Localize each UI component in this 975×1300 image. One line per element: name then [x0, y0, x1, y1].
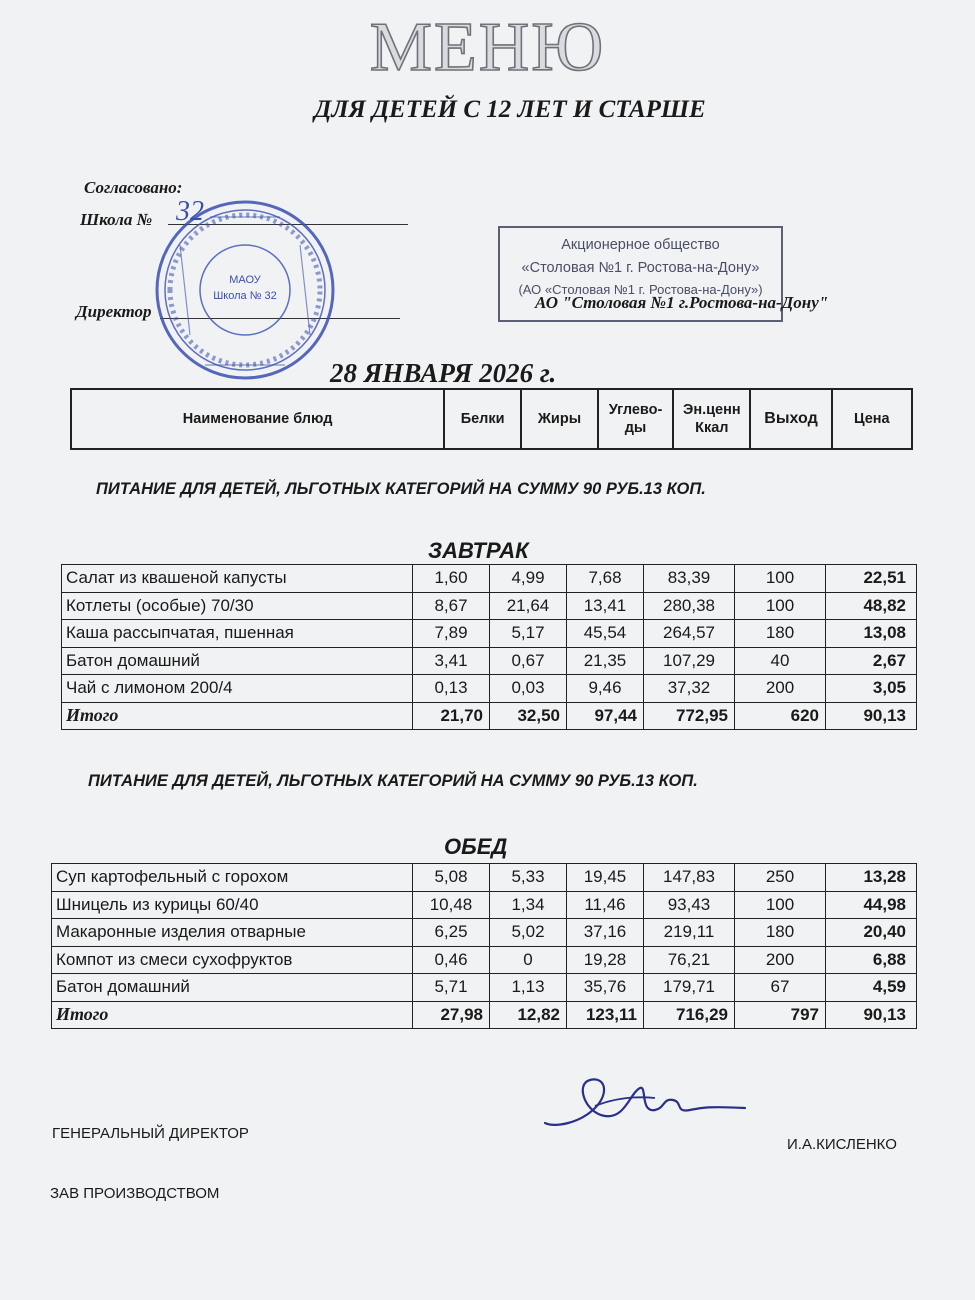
- cell-yield: 180: [735, 919, 826, 947]
- cell-fat: 5,33: [490, 864, 567, 892]
- table-row: [52, 946, 917, 974]
- table-row: [62, 675, 917, 703]
- cell-protein: 6,25: [413, 919, 490, 947]
- cell-name: Итого: [52, 1001, 413, 1029]
- table-row: [52, 891, 917, 919]
- cell-fat: 0,03: [490, 675, 567, 703]
- cell-energy: 37,32: [644, 675, 735, 703]
- cell-name: Батон домашний: [52, 974, 413, 1002]
- general-director-label: ГЕНЕРАЛЬНЫЙ ДИРЕКТОР: [52, 1125, 249, 1142]
- menu-title: МЕНЮ: [369, 9, 606, 86]
- meal-heading-lunch: ОБЕД: [444, 834, 508, 859]
- cell-price: 44,98: [826, 891, 917, 919]
- stamp-line-3: (АО «Столовая №1 г. Ростова-на-Дону»): [518, 282, 763, 298]
- cell-carbs: 37,16: [567, 919, 644, 947]
- cell-energy: 76,21: [644, 946, 735, 974]
- section-heading-lunch: ПИТАНИЕ ДЛЯ ДЕТЕЙ, ЛЬГОТНЫХ КАТЕГОРИЙ НА СУММУ 90 РУБ.13 КОП.: [88, 772, 698, 790]
- organization-name: АО "Столовая №1 г.Ростова-на-Дону": [535, 293, 829, 312]
- cell-price: 6,88: [826, 946, 917, 974]
- cell-energy: 83,39: [644, 565, 735, 593]
- cell-protein: 0,13: [413, 675, 490, 703]
- cell-yield: 180: [735, 620, 826, 648]
- general-director-name: И.А.КИСЛЕНКО: [787, 1136, 897, 1153]
- cell-carbs: 19,45: [567, 864, 644, 892]
- cell-name: Батон домашний: [62, 647, 413, 675]
- col-price: Цена: [832, 389, 912, 449]
- cell-fat: 0: [490, 946, 567, 974]
- cell-price: 4,59: [826, 974, 917, 1002]
- cell-carbs: 21,35: [567, 647, 644, 675]
- cell-name: Чай с лимоном 200/4: [62, 675, 413, 703]
- cell-energy: 179,71: [644, 974, 735, 1002]
- lunch-table: [51, 863, 917, 1029]
- cell-carbs: 9,46: [567, 675, 644, 703]
- cell-carbs: 7,68: [567, 565, 644, 593]
- production-head-label: ЗАВ ПРОИЗВОДСТВОМ: [50, 1185, 220, 1202]
- col-fat: Жиры: [521, 389, 598, 449]
- total-row: [52, 1001, 917, 1029]
- section-heading-breakfast: ПИТАНИЕ ДЛЯ ДЕТЕЙ, ЛЬГОТНЫХ КАТЕГОРИЙ НА СУММУ 90 РУБ.13 КОП.: [96, 480, 706, 498]
- cell-energy: 147,83: [644, 864, 735, 892]
- cell-fat: 1,13: [490, 974, 567, 1002]
- cell-name: Котлеты (особые) 70/30: [62, 592, 413, 620]
- cell-energy: 264,57: [644, 620, 735, 648]
- stamp-center-2: Школа № 32: [213, 290, 277, 302]
- school-number: 32: [176, 196, 204, 227]
- agreed-label: Согласовано:: [84, 178, 183, 197]
- cell-yield: 100: [735, 565, 826, 593]
- cell-price: 13,28: [826, 864, 917, 892]
- cell-carbs: 19,28: [567, 946, 644, 974]
- cell-price: 20,40: [826, 919, 917, 947]
- cell-fat: 32,50: [490, 702, 567, 730]
- cell-energy: 716,29: [644, 1001, 735, 1029]
- table-row: [52, 919, 917, 947]
- cell-price: 2,67: [826, 647, 917, 675]
- cell-yield: 797: [735, 1001, 826, 1029]
- cell-name: Макаронные изделия отварные: [52, 919, 413, 947]
- table-row: [62, 592, 917, 620]
- table-row: [62, 620, 917, 648]
- table-row: [52, 864, 917, 892]
- cell-carbs: 123,11: [567, 1001, 644, 1029]
- cell-carbs: 45,54: [567, 620, 644, 648]
- cell-yield: 250: [735, 864, 826, 892]
- cell-protein: 0,46: [413, 946, 490, 974]
- cell-fat: 4,99: [490, 565, 567, 593]
- cell-yield: 67: [735, 974, 826, 1002]
- table-row: [62, 565, 917, 593]
- cell-protein: 21,70: [413, 702, 490, 730]
- cell-yield: 40: [735, 647, 826, 675]
- cell-name: Каша рассыпчатая, пшенная: [62, 620, 413, 648]
- cell-yield: 200: [735, 946, 826, 974]
- cell-yield: 200: [735, 675, 826, 703]
- table-row: [62, 647, 917, 675]
- cell-carbs: 13,41: [567, 592, 644, 620]
- col-yield: Выход: [750, 389, 831, 449]
- cell-protein: 27,98: [413, 1001, 490, 1029]
- cell-name: Итого: [62, 702, 413, 730]
- cell-energy: 93,43: [644, 891, 735, 919]
- stamp-center-1: МАОУ: [229, 274, 261, 286]
- cell-protein: 5,08: [413, 864, 490, 892]
- cell-price: 90,13: [826, 702, 917, 730]
- cell-yield: 100: [735, 592, 826, 620]
- cell-yield: 620: [735, 702, 826, 730]
- table-row: [52, 974, 917, 1002]
- breakfast-table: [61, 564, 917, 730]
- cell-carbs: 35,76: [567, 974, 644, 1002]
- director-label: Директор: [76, 302, 152, 321]
- cell-fat: 5,02: [490, 919, 567, 947]
- cell-fat: 21,64: [490, 592, 567, 620]
- cell-fat: 1,34: [490, 891, 567, 919]
- cell-energy: 280,38: [644, 592, 735, 620]
- cell-name: Салат из квашеной капусты: [62, 565, 413, 593]
- cell-fat: 0,67: [490, 647, 567, 675]
- cell-name: Суп картофельный с горохом: [52, 864, 413, 892]
- director-signature: [535, 1068, 755, 1138]
- cell-name: Компот из смеси сухофруктов: [52, 946, 413, 974]
- round-stamp: [150, 195, 340, 385]
- column-header-table: [70, 388, 913, 450]
- col-name: Наименование блюд: [71, 389, 444, 449]
- cell-energy: 772,95: [644, 702, 735, 730]
- cell-carbs: 11,46: [567, 891, 644, 919]
- cell-protein: 5,71: [413, 974, 490, 1002]
- cell-price: 13,08: [826, 620, 917, 648]
- col-protein: Белки: [444, 389, 521, 449]
- cell-carbs: 97,44: [567, 702, 644, 730]
- total-row: [62, 702, 917, 730]
- meal-heading-breakfast: ЗАВТРАК: [428, 538, 529, 563]
- school-label: Школа №: [80, 210, 153, 229]
- cell-yield: 100: [735, 891, 826, 919]
- menu-subtitle: ДЛЯ ДЕТЕЙ С 12 ЛЕТ И СТАРШЕ: [314, 96, 706, 123]
- col-energy: Эн.ценн Ккал: [673, 389, 750, 449]
- cell-energy: 107,29: [644, 647, 735, 675]
- cell-fat: 12,82: [490, 1001, 567, 1029]
- cell-protein: 8,67: [413, 592, 490, 620]
- cell-fat: 5,17: [490, 620, 567, 648]
- menu-date: 28 ЯНВАРЯ 2026 г.: [330, 358, 557, 388]
- cell-protein: 3,41: [413, 647, 490, 675]
- cell-protein: 10,48: [413, 891, 490, 919]
- cell-name: Шницель из курицы 60/40: [52, 891, 413, 919]
- cell-price: 90,13: [826, 1001, 917, 1029]
- stamp-line-1: Акционерное общество: [561, 237, 720, 253]
- stamp-line-2: «Столовая №1 г. Ростова-на-Дону»: [521, 260, 760, 277]
- cell-energy: 219,11: [644, 919, 735, 947]
- cell-price: 3,05: [826, 675, 917, 703]
- cell-protein: 1,60: [413, 565, 490, 593]
- cell-price: 48,82: [826, 592, 917, 620]
- cell-protein: 7,89: [413, 620, 490, 648]
- col-carbs: Углево- ды: [598, 389, 673, 449]
- cell-price: 22,51: [826, 565, 917, 593]
